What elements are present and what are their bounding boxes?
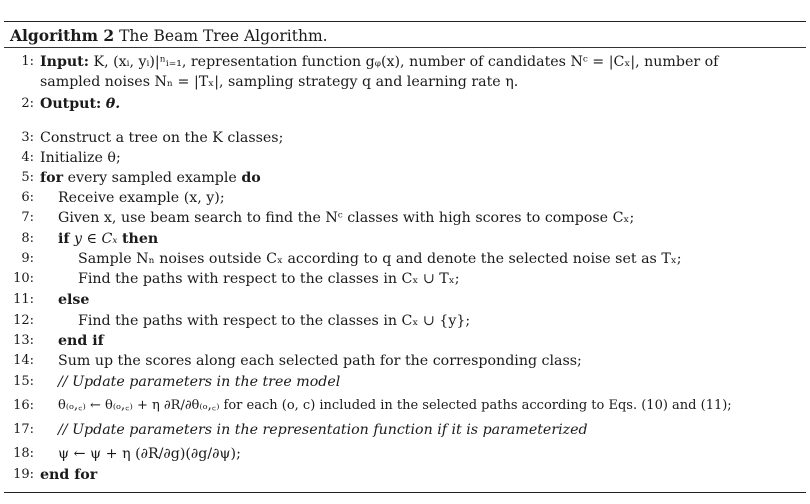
comment-text: // Update parameters in the representation function if it is parameterized — [58, 422, 588, 438]
line-number: 18: — [13, 446, 34, 461]
line-number: 8: — [21, 231, 34, 246]
line-number: 19: — [13, 467, 34, 482]
line-text: Receive example (x, y); — [58, 190, 225, 206]
line-number: 13: — [13, 333, 34, 348]
line-number: 14: — [13, 353, 34, 368]
comment-text: // Update parameters in the tree model — [58, 374, 341, 390]
line-text: θ₍ₒ,꜀₎ ← θ₍ₒ,꜀₎ + η ∂R/∂θ₍ₒ,꜀₎ for each (o, c) included in the selected paths according to Eqs. (10) and (11); — [58, 398, 732, 413]
keyword-then: then — [121, 231, 159, 247]
line-number: 3: — [21, 130, 34, 145]
line-number: 10: — [13, 271, 34, 286]
line-text: Initialize θ; — [40, 150, 121, 166]
bottom-rule — [4, 492, 806, 493]
line-text: every sampled example — [67, 170, 237, 186]
line-number: 7: — [21, 210, 34, 225]
keyword-input: Input: — [40, 54, 89, 70]
keyword-do: do — [241, 170, 261, 186]
line-number: 6: — [21, 190, 34, 205]
line-text: Find the paths with respect to the classes in Cₓ ∪ Tₓ; — [78, 271, 460, 287]
caption-label: Algorithm 2 — [10, 26, 115, 45]
line-number: 5: — [21, 170, 34, 185]
line-text: K, (xᵢ, yᵢ)|ⁿᵢ₌₁, representation function gᵩ(x), number of candidates Nᶜ = |Cₓ|, number of — [93, 54, 719, 70]
keyword-else: else — [58, 292, 90, 308]
line-number: 2: — [21, 96, 34, 111]
caption-title: The Beam Tree Algorithm. — [119, 27, 328, 45]
line-text: Find the paths with respect to the classes in Cₓ ∪ {y}; — [78, 313, 471, 329]
line-number: 12: — [13, 313, 34, 328]
line-text: Sample Nₙ noises outside Cₓ according to q and denote the selected noise set as Tₓ; — [78, 251, 682, 267]
line-number: 4: — [21, 150, 34, 165]
line-text: θ. — [105, 96, 121, 112]
caption-rule — [4, 47, 806, 48]
keyword-end-for: end for — [40, 467, 98, 483]
keyword-if: if — [58, 231, 70, 247]
line-number: 1: — [21, 54, 34, 69]
line-text: Sum up the scores along each selected path for the corresponding class; — [58, 353, 582, 369]
line-number: 11: — [13, 292, 34, 307]
line-number: 15: — [13, 374, 34, 389]
line-number: 17: — [13, 422, 34, 437]
top-rule — [4, 21, 806, 22]
line-number: 9: — [21, 251, 34, 266]
keyword-end-if: end if — [58, 333, 104, 349]
line-text: Construct a tree on the K classes; — [40, 130, 284, 146]
line-text: sampled noises Nₙ = |Tₓ|, sampling strategy q and learning rate η. — [40, 74, 519, 90]
keyword-output: Output: — [40, 96, 102, 112]
keyword-for: for — [40, 170, 64, 186]
line-text: ψ ← ψ + η (∂R/∂g)(∂g/∂ψ); — [58, 446, 241, 462]
line-text: Given x, use beam search to find the Nᶜ classes with high scores to compose Cₓ; — [58, 210, 635, 226]
algorithm-caption — [10, 26, 328, 45]
line-text: y ∈ Cₓ — [74, 231, 118, 247]
line-number: 16: — [13, 398, 34, 413]
